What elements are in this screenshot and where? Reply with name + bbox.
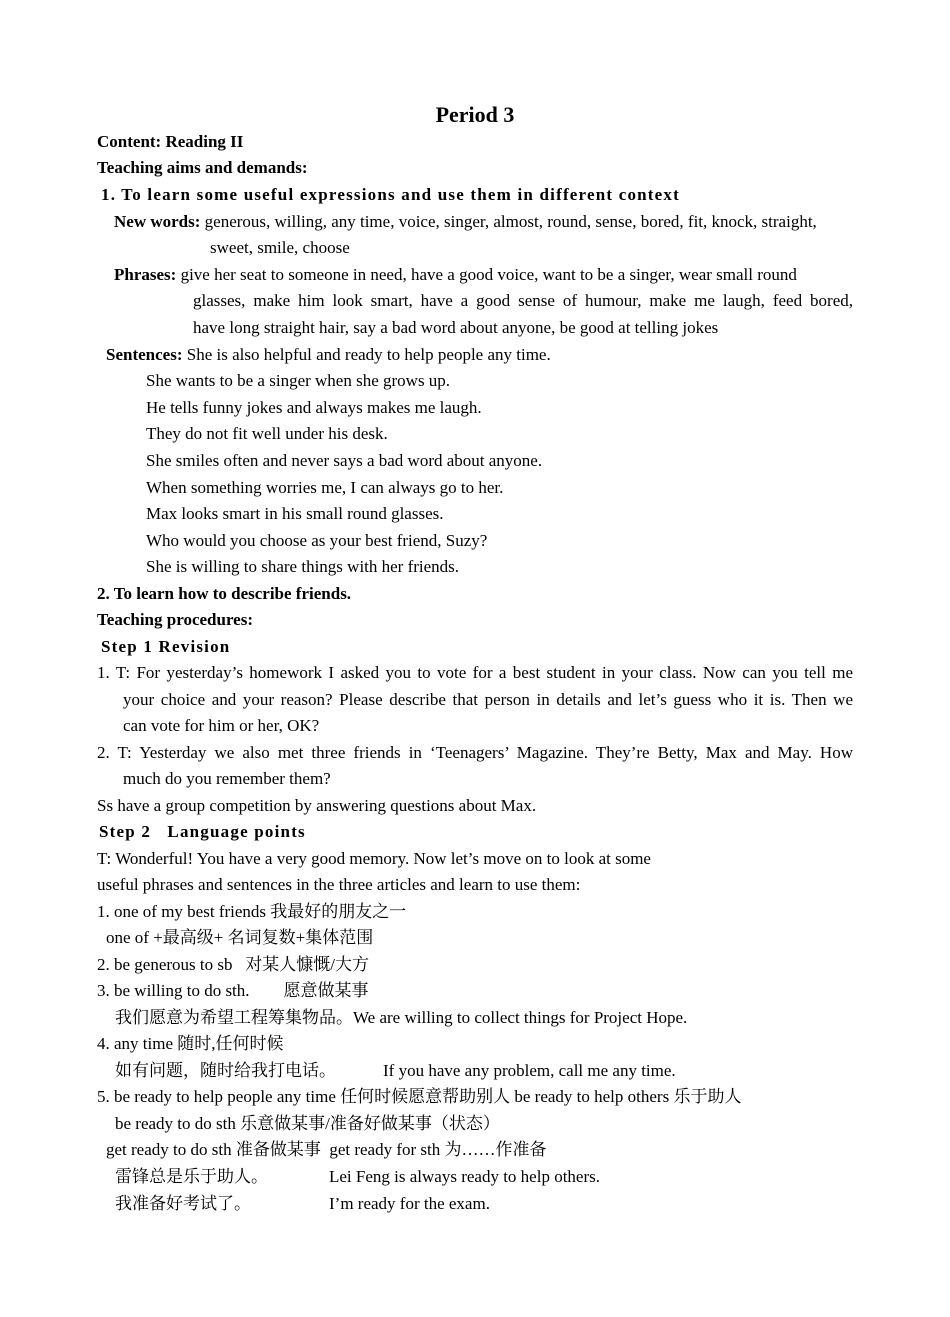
sentence-item: When something worries me, I can always go to her. xyxy=(146,478,504,497)
language-point-5-example-2-en: I’m ready for the exam. xyxy=(329,1194,490,1213)
step1-heading: Step 1 Revision xyxy=(101,637,231,656)
language-point-3: 3. be willing to do sth. 愿意做某事 xyxy=(97,981,369,1000)
sentences-line-1 xyxy=(106,345,551,365)
language-point-5-example-1-en: Lei Feng is always ready to help others. xyxy=(329,1167,600,1186)
sentence-item: She wants to be a singer when she grows up. xyxy=(146,371,451,390)
language-point-1-note: one of +最高级+ 名词复数+集体范围 xyxy=(106,928,374,947)
new-words-line-2: sweet, smile, choose xyxy=(210,238,350,257)
phrases-line-1 xyxy=(114,265,853,285)
step1-p1-line-3: can vote for him or her, OK? xyxy=(123,716,320,735)
step1-p1-line-1: 1. T: For yesterday’s homework I asked you to vote for a best student in your class. Now can you tell me xyxy=(97,663,853,682)
language-point-5-note-2: get ready to do sth 准备做某事 get ready for sth 为……作准备 xyxy=(106,1140,547,1159)
step2-intro-1: T: Wonderful! You have a very good memory. Now let’s move on to look at some xyxy=(97,849,651,868)
language-point-1: 1. one of my best friends 我最好的朋友之一 xyxy=(97,902,407,921)
sentences-label: Sentences: xyxy=(106,345,183,364)
new-words-label: New words: xyxy=(114,212,201,231)
language-point-4: 4. any time 随时,任何时候 xyxy=(97,1034,284,1053)
new-words-line-1 xyxy=(114,212,853,232)
step1-p2-line-2: much do you remember them? xyxy=(123,769,331,788)
new-words-text-1: generous, willing, any time, voice, singer, almost, round, sense, bored, fit, knock, straight, xyxy=(204,212,817,231)
language-point-5-example-1-cn: 雷锋总是乐于助人。 xyxy=(115,1167,268,1186)
sentence-item: They do not fit well under his desk. xyxy=(146,424,388,443)
language-point-3-example: 我们愿意为希望工程筹集物品。We are willing to collect things for Project Hope. xyxy=(115,1008,688,1027)
content-line: Content: Reading II xyxy=(97,132,244,151)
language-point-5: 5. be ready to help people any time 任何时候愿意帮助别人 be ready to help others 乐于助人 xyxy=(97,1087,742,1106)
step1-p3: Ss have a group competition by answering questions about Max. xyxy=(97,796,537,815)
phrases-line-3: have long straight hair, say a bad word about anyone, be good at telling jokes xyxy=(193,318,719,337)
sentence-item: Max looks smart in his small round glasses. xyxy=(146,504,444,523)
step2-heading: Step 2 Language points xyxy=(99,822,306,841)
sentence-item: She smiles often and never says a bad word about anyone. xyxy=(146,451,543,470)
sentence-first: She is also helpful and ready to help people any time. xyxy=(186,345,551,364)
step1-p1-line-2: your choice and your reason? Please describe that person in details and let’s guess who it is. Then we xyxy=(123,690,853,709)
sentence-item: He tells funny jokes and always makes me laugh. xyxy=(146,398,482,417)
language-point-4-example-cn: 如有问题，随时给我打电话。 xyxy=(115,1061,336,1080)
language-point-5-example-2-cn: 我准备好考试了。 xyxy=(115,1194,251,1213)
phrases-label: Phrases: xyxy=(114,265,177,284)
phrases-text-1: give her seat to someone in need, have a good voice, want to be a singer, wear small round xyxy=(180,265,797,284)
aim-2: 2. To learn how to describe friends. xyxy=(97,584,352,603)
language-point-4-example-en: If you have any problem, call me any time. xyxy=(383,1061,676,1080)
page-title: Period 3 xyxy=(435,102,515,127)
phrases-line-2: glasses, make him look smart, have a good sense of humour, make me laugh, feed bored, xyxy=(193,291,853,310)
language-point-5-note: be ready to do sth 乐意做某事/准备好做某事（状态） xyxy=(115,1114,500,1133)
sentence-item: She is willing to share things with her friends. xyxy=(146,557,460,576)
step2-intro-2: useful phrases and sentences in the three articles and learn to use them: xyxy=(97,875,581,894)
language-point-2: 2. be generous to sb 对某人慷慨/大方 xyxy=(97,955,369,974)
sentence-item: Who would you choose as your best friend, Suzy? xyxy=(146,531,488,550)
step1-p2-line-1: 2. T: Yesterday we also met three friends in ‘Teenagers’ Magazine. They’re Betty, Max and May. How xyxy=(97,743,853,762)
procedures-heading: Teaching procedures: xyxy=(97,610,254,629)
aims-heading: Teaching aims and demands: xyxy=(97,158,308,177)
aim-1: 1. To learn some useful expressions and use them in different context xyxy=(101,185,680,204)
